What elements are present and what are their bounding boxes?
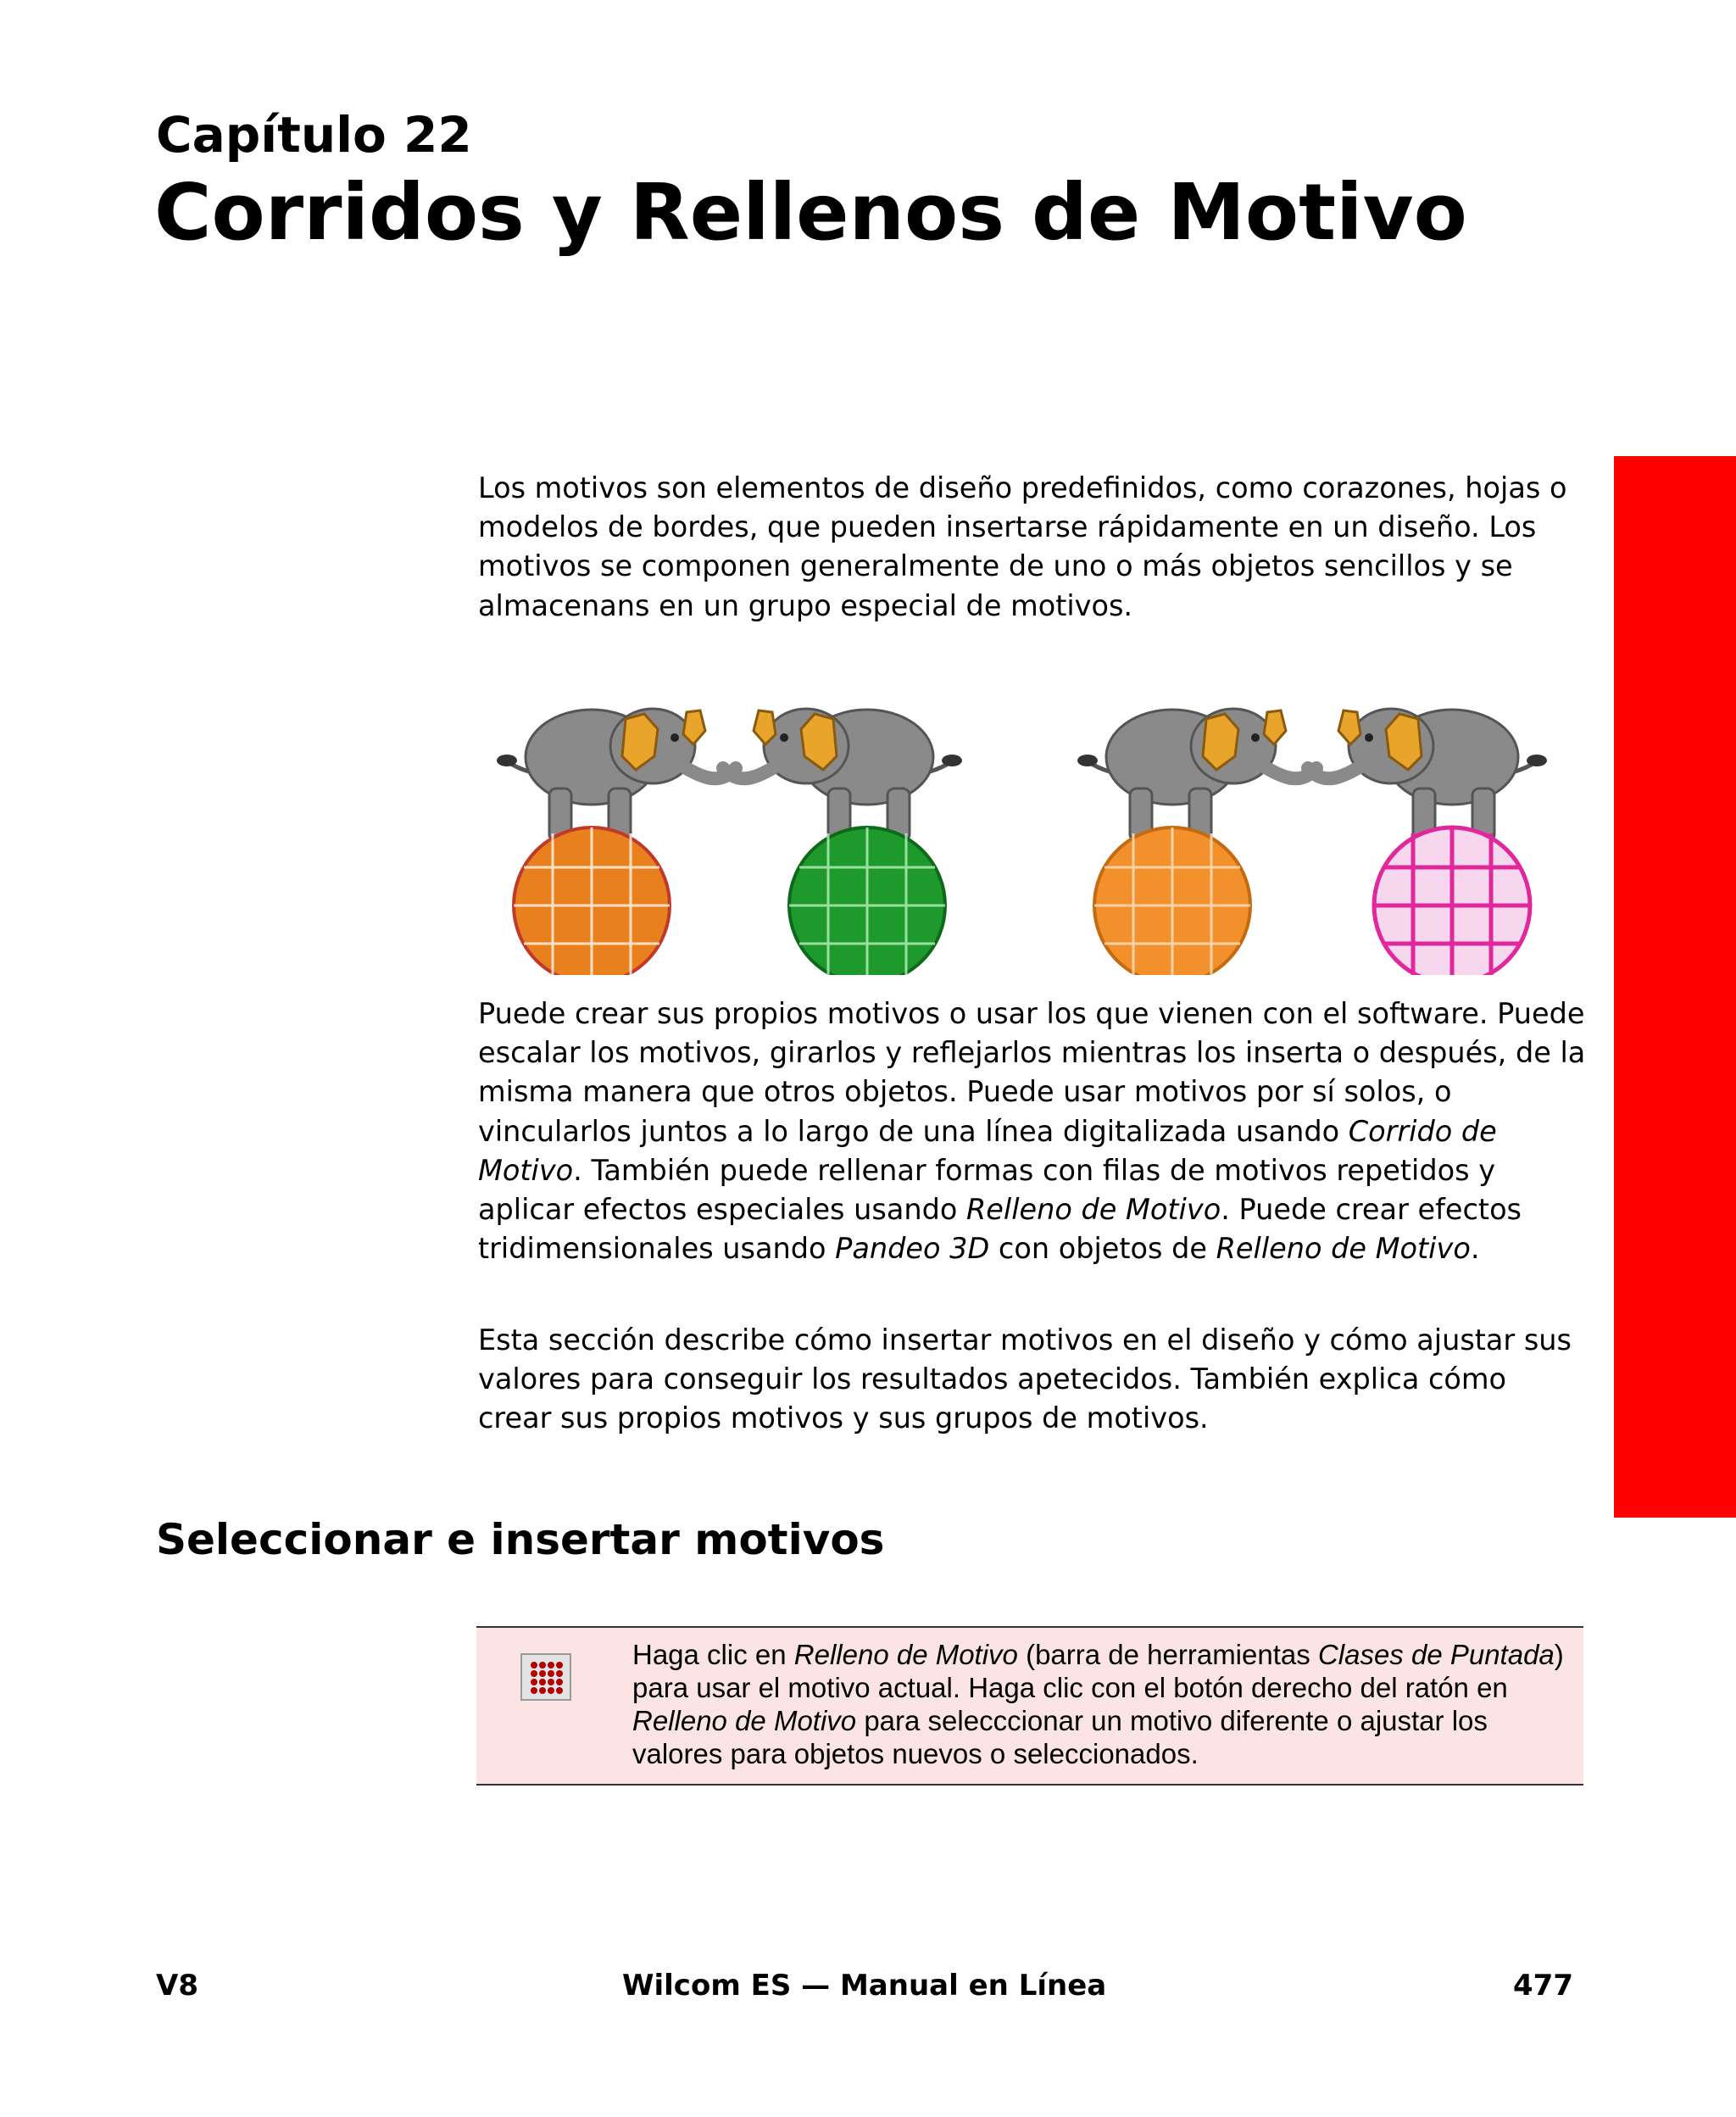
footer-manual-title: Wilcom ES — Manual en Línea	[622, 1969, 1107, 2003]
tool-name: Relleno de Motivo	[632, 1705, 857, 1736]
motif-fill-tool-icon[interactable]	[520, 1653, 571, 1701]
intro-paragraph: Los motivos son elementos de diseño predefinidos, como corazones, hojas o modelos de bordes, que pueden insertarse rápidamente en un diseño. Los motivos se componen generalmente de uno o más objetos sencillos y se almacenans en un grupo especial de motivos.	[478, 471, 1567, 622]
chapter-title: Corridos y Rellenos de Motivo	[154, 167, 1467, 258]
toolbar-name: Clases de Puntada	[1317, 1639, 1555, 1670]
text-run: para selecccionar un motivo diferente o ajustar los valores para objetos nuevos o seleccionados.	[632, 1705, 1488, 1769]
section-heading: Seleccionar e insertar motivos	[156, 1515, 885, 1564]
footer-version: V8	[156, 1969, 198, 2003]
warp-3d-reference: Pandeo 3D	[835, 1232, 990, 1266]
tool-tip-text	[632, 1638, 1570, 1770]
text-run: . Puede crear efectos tridimensionales usando	[478, 1193, 1522, 1266]
section-overview-paragraph: Esta sección describe cómo insertar motivos en el diseño y cómo ajustar sus valores para conseguir los resultados apetecidos. También explica cómo crear sus propios motivos y sus grupos de motivos.	[478, 1323, 1572, 1435]
chapter-thumb-tab	[1614, 456, 1736, 1518]
text-run: Haga clic en	[632, 1639, 794, 1670]
text-run: ) para usar el motivo actual. Haga clic con el botón derecho del ratón en	[632, 1639, 1564, 1703]
text-run: (barra de herramientas	[1017, 1639, 1318, 1670]
text-run: con objetos de	[989, 1232, 1216, 1266]
text-run: Puede crear sus propios motivos o usar los que vienen con el software. Puede escalar los motivos, girarlos y reflejarlos mientras los inserta o después, de la misma manera que otros objetos. Puede usar motivos por sí solos, o vincularlos juntos a lo largo de una línea digitalizada usando	[478, 997, 1586, 1148]
fill-stitch-reference: Relleno de Motivo	[966, 1193, 1221, 1227]
tool-name: Relleno de Motivo	[793, 1639, 1018, 1670]
chapter-label: Capítulo 22	[156, 106, 472, 164]
elephants-on-balls-figure	[465, 660, 1577, 975]
motif-usage-paragraph	[478, 994, 1589, 1268]
footer-page-number: 477	[1513, 1969, 1573, 2003]
text-run: . También puede rellenar formas con filas de motivos repetidos y aplicar efectos especiales usando	[478, 1153, 1496, 1227]
text-run: .	[1470, 1232, 1480, 1266]
tool-tip-box	[476, 1626, 1583, 1786]
run-stitch-reference: Corrido de Motivo	[478, 1114, 1497, 1187]
fill-stitch-reference: Relleno de Motivo	[1216, 1232, 1471, 1266]
